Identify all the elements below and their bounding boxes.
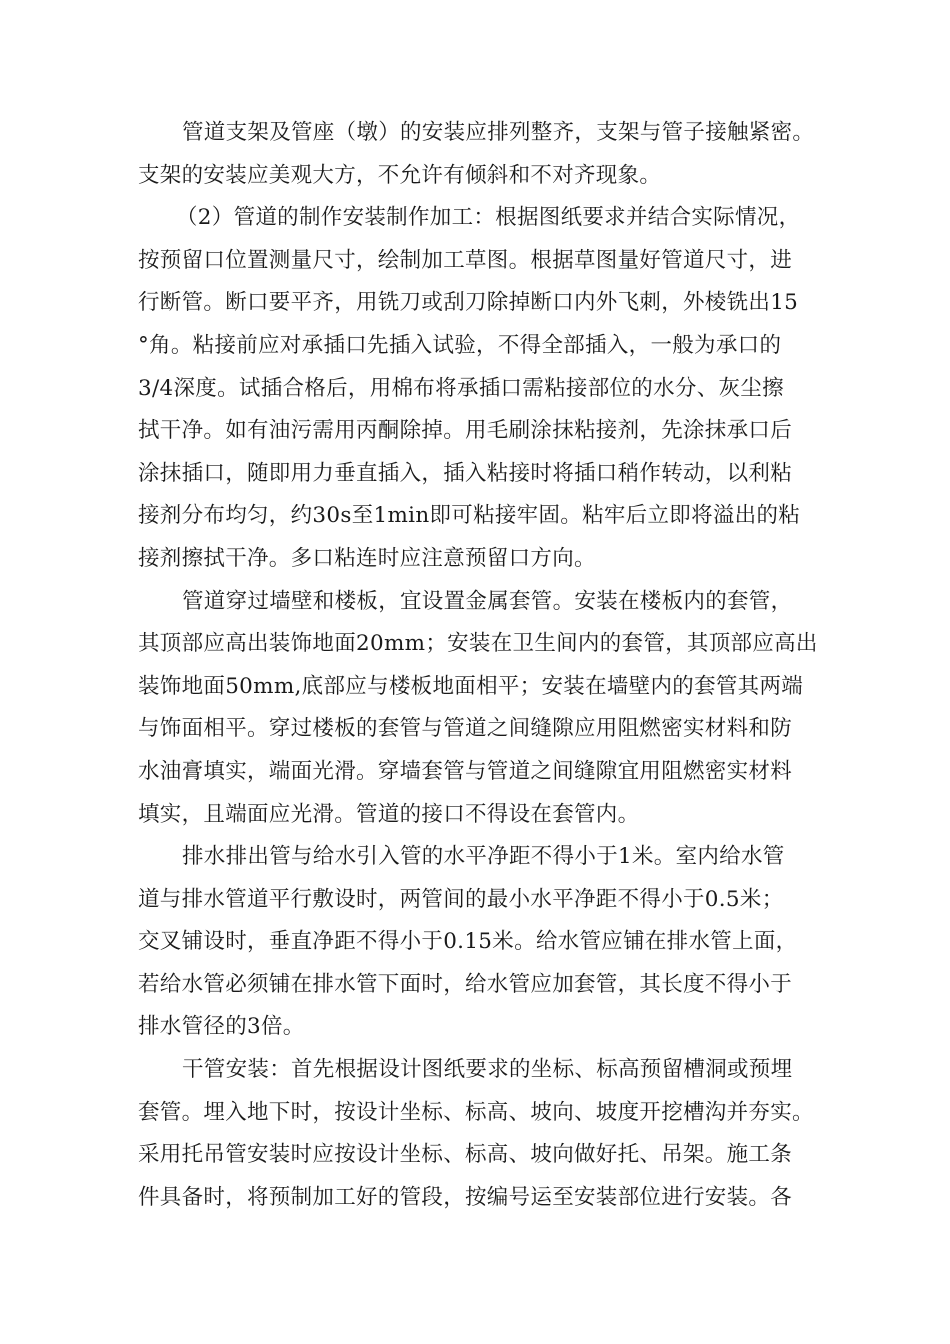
text-line: 拭干净。如有油污需用丙酮除掉。用毛刷涂抹粘接剂，先涂抹承口后 xyxy=(138,418,793,444)
text-line: 与饰面相平。穿过楼板的套管与管道之间缝隙应用阻燃密实材料和防 xyxy=(138,716,793,742)
text-line: 水油膏填实，端面光滑。穿墙套管与管道之间缝隙宜用阻燃密实材料 xyxy=(138,758,793,784)
paragraph-support-install xyxy=(138,112,828,197)
text-line: 道与排水管道平行敷设时，两管间的最小水平净距不得小于0.5米； xyxy=(138,886,784,912)
text-line: 采用托吊管安装时应按设计坐标、标高、坡向做好托、吊架。施工条 xyxy=(138,1142,793,1168)
paragraph-sleeves xyxy=(138,581,828,837)
paragraph-main-pipe xyxy=(138,1049,828,1219)
text-line: 支架的安装应美观大方，不允许有倾斜和不对齐现象。 xyxy=(138,162,662,188)
text-line: 件具备时，将预制加工好的管段，按编号运至安装部位进行安装。各 xyxy=(138,1184,793,1210)
text-line: 排水排出管与给水引入管的水平净距不得小于1米。室内给水管 xyxy=(182,844,785,870)
text-line: 行断管。断口要平齐，用铣刀或刮刀除掉断口内外飞刺，外棱铣出15 xyxy=(138,290,799,316)
text-line: 其顶部应高出装饰地面20mm；安装在卫生间内的套管，其顶部应高出 xyxy=(138,631,818,657)
text-line: 按预留口位置测量尺寸，绘制加工草图。根据草图量好管道尺寸，进 xyxy=(138,247,793,273)
body-text xyxy=(138,112,828,1219)
text-line: 填实，且端面应光滑。管道的接口不得设在套管内。 xyxy=(138,801,640,827)
text-line: 接剂分布均匀，约30s至1min即可粘接牢固。粘牢后立即将溢出的粘 xyxy=(138,503,801,529)
text-line: 若给水管必须铺在排水管下面时，给水管应加套管，其长度不得小于 xyxy=(138,971,793,997)
text-line: 交叉铺设时，垂直净距不得小于0.15米。给水管应铺在排水管上面， xyxy=(138,929,798,955)
text-line: °角。粘接前应对承插口先插入试验，不得全部插入，一般为承口的 xyxy=(138,332,782,358)
paragraph-fabrication xyxy=(138,197,828,580)
text-line: （2）管道的制作安装制作加工：根据图纸要求并结合实际情况， xyxy=(176,205,801,231)
text-line: 管道穿过墙壁和楼板，宜设置金属套管。安装在楼板内的套管， xyxy=(182,588,793,614)
text-line: 管道支架及管座（墩）的安装应排列整齐，支架与管子接触紧密。 xyxy=(182,120,815,145)
text-line: 干管安装：首先根据设计图纸要求的坐标、标高预留槽洞或预埋 xyxy=(182,1057,793,1083)
text-line: 装饰地面50mm,底部应与楼板地面相平；安装在墙壁内的套管其两端 xyxy=(138,673,804,699)
text-line: 接剂擦拭干净。多口粘连时应注意预留口方向。 xyxy=(138,545,596,571)
text-line: 排水管径的3倍。 xyxy=(138,1014,305,1040)
text-line: 套管。埋入地下时，按设计坐标、标高、坡向、坡度开挖槽沟并夯实。 xyxy=(138,1099,814,1125)
text-line: 3/4深度。试插合格后，用棉布将承插口需粘接部位的水分、灰尘擦 xyxy=(138,375,784,401)
text-line: 涂抹插口，随即用力垂直插入，插入粘接时将插口稍作转动，以利粘 xyxy=(138,460,793,486)
paragraph-clearance xyxy=(138,836,828,1049)
